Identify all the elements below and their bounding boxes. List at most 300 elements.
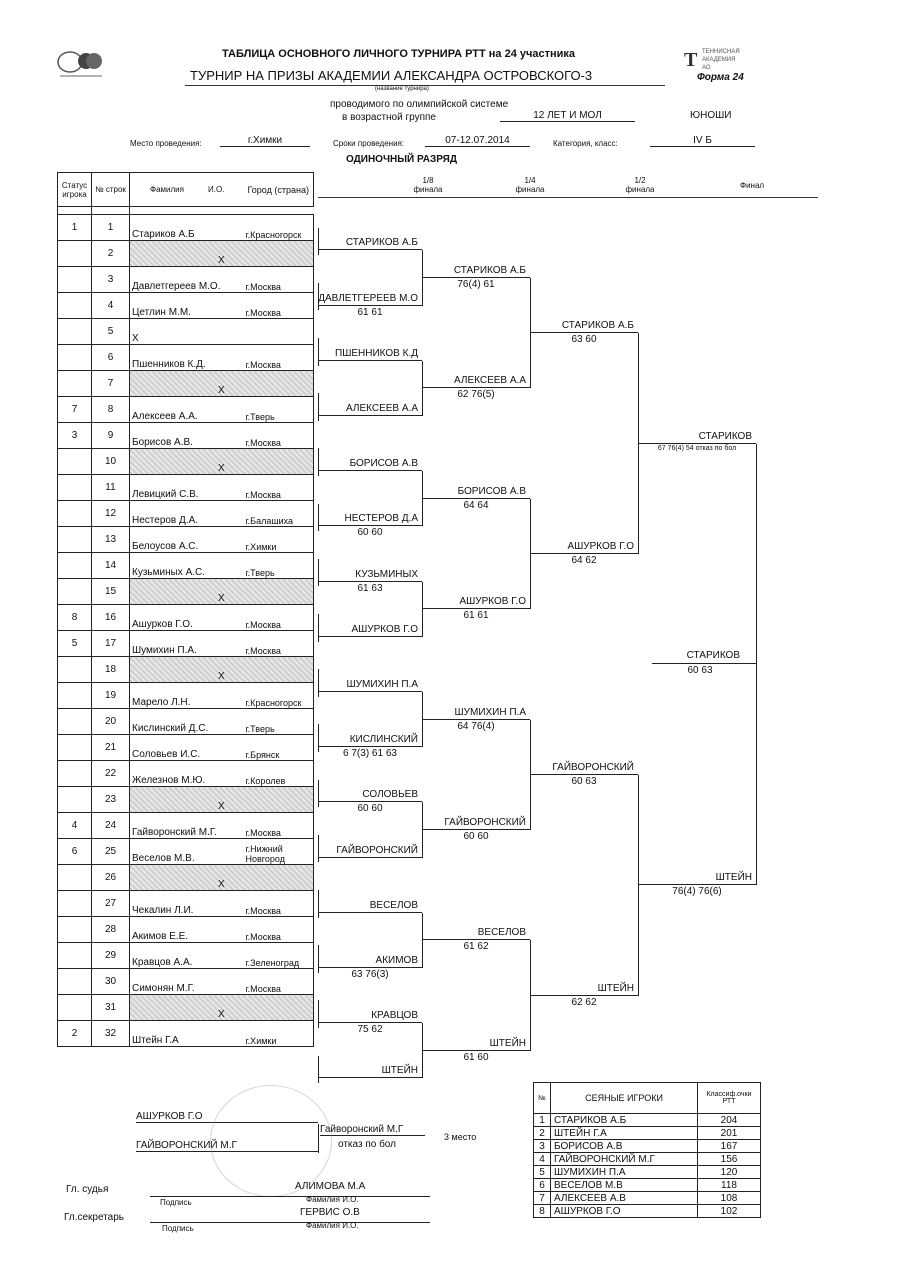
city-header: Город (страна) [244,173,314,207]
player-row-number: 4 [92,293,130,319]
player-city: г.Москва [244,917,314,943]
player-seed [58,241,92,267]
draw-row [58,371,314,397]
player-row-number: 19 [92,683,130,709]
seed-player-name: ГАЙВОРОНСКИЙ М.Г [551,1153,698,1166]
third-place-score: отказ по бол [338,1139,396,1150]
player-name: Алексеев А.А. [130,397,244,423]
player-row-number: 6 [92,345,130,371]
winner-line [422,608,530,609]
draw-row [58,527,314,553]
champion-name: СТАРИКОВ [686,650,740,662]
third-place-player-1: АШУРКОВ Г.О [136,1111,318,1123]
draw-row [58,501,314,527]
winner-line [318,360,422,361]
seed-player-name: БОРИСОВ А.В [551,1140,698,1153]
seed-player-name: АШУРКОВ Г.О [551,1205,698,1218]
match-score: 60 60 [357,527,383,539]
player-city: г.Нижний Новгород [244,839,314,865]
player-seed [58,449,92,475]
bracket-connector [422,692,423,747]
dates: 07-12.07.2014 [425,135,530,147]
player-row-number: 32 [92,1021,130,1047]
seed-player-name: ШУМИХИН П.А [551,1166,698,1179]
player-name [130,579,244,605]
player-city: г.Королев [244,761,314,787]
player-name [130,787,244,813]
match-score: 76(4) 61 [457,279,495,290]
player-row-number: 12 [92,501,130,527]
bracket-connector [638,775,639,996]
seeds-num-header: № [534,1083,551,1114]
draw-row [58,917,314,943]
match-winner: ДАВЛЕТГЕРЕЕВ М.О [318,292,418,304]
player-row-number: 25 [92,839,130,865]
player-seed [58,345,92,371]
seed-player-name: ШТЕЙН Г.А [551,1127,698,1140]
player-row-number: 24 [92,813,130,839]
player-name: Ашурков Г.О. [130,605,244,631]
header-rule [318,197,818,198]
draw-row [58,631,314,657]
winner-line [422,829,530,830]
winner-line [318,636,422,637]
draw-row [58,865,314,891]
player-city: г.Брянск [244,735,314,761]
winner-line [318,801,422,802]
seed-rank-number: 6 [534,1179,551,1192]
bye-mark: Х [218,671,225,682]
player-seed [58,891,92,917]
player-name [130,449,244,475]
winner-line [530,774,638,775]
player-city: г.Химки [244,1021,314,1047]
player-row-number: 26 [92,865,130,891]
draw-row [58,579,314,605]
match-winner: АЛЕКСЕЕВ А.А [454,375,526,387]
player-name [130,865,244,891]
r16-header: 1/8 финала [413,176,443,194]
match-score: 62 76(5) [457,389,495,401]
judge-name: АЛИМОВА М.А [295,1181,366,1192]
match-score: 64 62 [571,555,597,566]
seed-player-name: СТАРИКОВ А.Б [551,1114,698,1127]
match-score: 60 60 [463,831,489,842]
seed-points: 102 [698,1205,761,1218]
bye-mark: Х [218,801,225,812]
player-name: Шумихин П.А. [130,631,244,657]
player-seed: 2 [58,1021,92,1047]
player-city: г.Тверь [244,709,314,735]
secretary-label: Гл.секретарь [64,1212,124,1223]
tournament-name: ТУРНИР НА ПРИЗЫ АКАДЕМИИ АЛЕКСАНДРА ОСТРОВСКОГО-3 [190,68,593,83]
champion-line [652,663,756,664]
player-name: Х [130,319,244,345]
bracket-connector [756,444,757,886]
match-winner: СТАРИКОВ [698,430,752,442]
seed-rank-number: 5 [534,1166,551,1179]
player-row-number: 23 [92,787,130,813]
player-name: Стариков А.Б [130,215,244,241]
match-winner: АШУРКОВ Г.О [459,596,526,608]
r8-header: 1/4 финала [515,176,545,194]
match-winner: СТАРИКОВ А.Б [453,265,526,276]
bracket-connector [530,278,531,388]
draw-header-row [58,173,314,207]
dates-label: Сроки проведения: [333,139,405,148]
draw-row [58,293,314,319]
match-winner: СТАРИКОВ А.Б [345,237,418,249]
winner-line [530,332,638,333]
player-seed [58,943,92,969]
winner-line [318,525,422,526]
place-label: Место проведения: [130,139,202,148]
winner-line [422,498,530,499]
player-city [244,371,314,397]
player-city [244,449,314,475]
player-name: Левицкий С.В. [130,475,244,501]
svg-text:ТЕННИСНАЯ: ТЕННИСНАЯ [702,49,740,55]
row-num-header: № строк [92,173,130,207]
draw-row [58,319,314,345]
player-seed [58,267,92,293]
player-name: Чекалин Л.И. [130,891,244,917]
match-winner: КРАВЦОВ [371,1010,418,1022]
player-seed [58,501,92,527]
player-row-number: 30 [92,969,130,995]
champion-score: 60 63 [687,665,713,677]
draw-gap-row [58,207,314,215]
bye-mark: Х [218,1009,225,1020]
system-label: проводимого по олимпийской системе [330,99,509,110]
secretary-sign-caption: Подпись [162,1224,194,1233]
player-seed [58,527,92,553]
player-city [244,579,314,605]
player-seed [58,683,92,709]
match-score: 60 63 [571,775,597,787]
seed-row [534,1166,761,1179]
winner-line [422,387,530,388]
player-seed [58,865,92,891]
seed-points: 108 [698,1192,761,1205]
draw-row [58,553,314,579]
match-winner: ШУМИХИН П.А [346,679,418,690]
winner-line [318,470,422,471]
match-winner: ГАЙВОРОНСКИЙ [336,844,418,856]
match-winner: КУЗЬМИНЫХ [355,568,418,580]
draw-row [58,657,314,683]
player-row-number: 1 [92,215,130,241]
seed-row [534,1179,761,1192]
player-seed: 7 [58,397,92,423]
seed-points: 204 [698,1114,761,1127]
winner-line [638,443,756,444]
bracket-connector [422,361,423,416]
player-city: г.Тверь [244,553,314,579]
player-name [130,657,244,683]
match-winner: СТАРИКОВ А.Б [561,320,634,332]
bracket-connector [422,582,423,637]
winner-line [530,995,638,996]
age-group: 12 ЛЕТ И МОЛ [500,110,635,122]
player-row-number: 18 [92,657,130,683]
draw-row [58,709,314,735]
player-seed [58,657,92,683]
winner-line [318,305,422,306]
seed-rank-number: 2 [534,1127,551,1140]
match-winner: ГАЙВОРОНСКИЙ [552,761,634,773]
draw-row [58,215,314,241]
match-score: 76(4) 76(6) [672,886,722,898]
player-seed [58,475,92,501]
winner-line [318,249,422,250]
winner-line [318,1077,422,1078]
seed-rank-number: 8 [534,1205,551,1218]
player-row-number: 27 [92,891,130,917]
rtt-logo-icon [56,46,106,80]
player-city [244,787,314,813]
winner-line [318,967,422,968]
player-row-number: 8 [92,397,130,423]
event-title: ОДИНОЧНЫЙ РАЗРЯД [346,154,457,165]
player-name: Веселов М.В. [130,839,244,865]
player-seed [58,553,92,579]
match-winner: АШУРКОВ Г.О [567,541,634,552]
player-seed [58,787,92,813]
player-city: г.Зеленоград [244,943,314,969]
player-name: Кравцов А.А. [130,943,244,969]
match-winner: ШТЕЙН [715,872,752,884]
bye-mark: Х [218,385,225,396]
player-city: г.Москва [244,293,314,319]
match-score: 64 64 [463,499,489,511]
draw-row [58,423,314,449]
winner-line [318,912,422,913]
draw-row [58,1021,314,1047]
semi-header: 1/2 финала [625,176,655,194]
match-score: 63 76(3) [351,969,389,980]
player-name: Нестеров Д.А. [130,501,244,527]
match-score: 61 60 [463,1051,489,1063]
player-row-number: 31 [92,995,130,1021]
player-row-number: 10 [92,449,130,475]
player-city: г.Москва [244,891,314,917]
draw-row [58,241,314,267]
winner-line [638,884,756,885]
player-city [244,241,314,267]
draw-row [58,839,314,865]
player-name: Соловьев И.С. [130,735,244,761]
winner-line [422,719,530,720]
draw-row [58,475,314,501]
match-winner: ШУМИХИН П.А [454,706,526,718]
player-seed [58,735,92,761]
player-city: г.Москва [244,423,314,449]
bye-mark: Х [218,879,225,890]
form-title: ТАБЛИЦА ОСНОВНОГО ЛИЧНОГО ТУРНИРА РТТ на 24 участника [222,48,576,60]
winner-line [422,277,530,278]
match-score: 61 61 [357,306,383,318]
player-name: Марело Л.Н. [130,683,244,709]
player-name [130,371,244,397]
draw-row [58,605,314,631]
player-name: Цетлин М.М. [130,293,244,319]
player-seed: 5 [58,631,92,657]
match-score: 64 76(4) [457,720,495,732]
player-seed: 4 [58,813,92,839]
winner-line [530,553,638,554]
player-city: г.Красногорск [244,215,314,241]
match-winner: ГАЙВОРОНСКИЙ [444,817,526,828]
player-row-number: 16 [92,605,130,631]
draw-row [58,735,314,761]
player-city: г.Москва [244,605,314,631]
draw-row [58,891,314,917]
draw-row [58,969,314,995]
draw-row [58,813,314,839]
winner-line [318,691,422,692]
judge-sign-caption: Подпись [160,1198,192,1207]
tournament-name-caption: (название турнира) [375,86,429,92]
match-score: 63 60 [571,334,597,346]
player-city: г.Москва [244,475,314,501]
match-winner: ШТЕЙН [489,1037,526,1049]
draw-row [58,683,314,709]
player-row-number: 13 [92,527,130,553]
player-city [244,865,314,891]
seed-row [534,1127,761,1140]
match-score: 60 60 [357,803,383,815]
seed-rank-number: 7 [534,1192,551,1205]
player-row-number: 3 [92,267,130,293]
svg-text:АО: АО [702,65,711,71]
age-group-label: в возрастной группе [342,112,436,123]
surname-header: Фамилия И.О. [130,173,244,207]
player-seed [58,293,92,319]
player-name [130,241,244,267]
player-row-number: 21 [92,735,130,761]
seeds-header-row [534,1083,761,1114]
player-row-number: 7 [92,371,130,397]
player-city [244,657,314,683]
seeds-rank-header: Классиф.очки РТТ [698,1083,761,1114]
third-place-winner: Гайворонский М.Г [320,1124,425,1136]
player-city: г.Красногорск [244,683,314,709]
player-city: г.Балашиха [244,501,314,527]
player-name: Симонян М.Г. [130,969,244,995]
match-score: 75 62 [357,1024,383,1036]
match-winner: АЛЕКСЕЕВ А.А [346,403,418,414]
seed-row [534,1140,761,1153]
player-seed [58,709,92,735]
player-city: г.Москва [244,631,314,657]
player-seed [58,319,92,345]
draw-row [58,995,314,1021]
match-winner: АШУРКОВ Г.О [351,623,418,635]
draw-row [58,397,314,423]
seed-player-name: АЛЕКСЕЕВ А.В [551,1192,698,1205]
player-row-number: 22 [92,761,130,787]
player-seed: 3 [58,423,92,449]
player-row-number: 2 [92,241,130,267]
match-winner: СОЛОВЬЕВ [362,789,418,801]
match-winner: ШТЕЙН [381,1065,418,1077]
seed-points: 201 [698,1127,761,1140]
draw-row [58,943,314,969]
player-seed [58,969,92,995]
player-city: г.Москва [244,345,314,371]
match-score: 67 76(4) 54 отказ по бол [657,444,737,452]
seed-rank-number: 4 [534,1153,551,1166]
third-place-player-2: ГАЙВОРОНСКИЙ М.Г [136,1140,318,1152]
player-row-number: 29 [92,943,130,969]
winner-line [318,415,422,416]
player-row-number: 14 [92,553,130,579]
match-score: 61 63 [357,582,383,594]
player-row-number: 28 [92,917,130,943]
match-winner: ПШЕННИКОВ К.Д [335,347,418,359]
match-winner: КИСЛИНСКИЙ [349,734,418,746]
winner-line [318,857,422,858]
draw-row [58,761,314,787]
player-seed: 6 [58,839,92,865]
player-row-number: 5 [92,319,130,345]
draw-table [57,172,314,1047]
draw-row [58,787,314,813]
secretary-name-caption: Фамилия И.О. [306,1221,359,1230]
winner-line [422,939,530,940]
match-score: 61 62 [463,941,489,953]
player-city [244,319,314,345]
seed-points: 156 [698,1153,761,1166]
gender: ЮНОШИ [690,110,732,121]
player-row-number: 11 [92,475,130,501]
player-seed: 1 [58,215,92,241]
player-city: г.Химки [244,527,314,553]
player-name: Кузьминых А.С. [130,553,244,579]
player-name: Белоусов А.С. [130,527,244,553]
status-header: Статус игрока [58,173,92,207]
player-city: г.Москва [244,969,314,995]
seed-row [534,1153,761,1166]
match-winner: НЕСТЕРОВ Д.А [344,513,418,525]
judge-label: Гл. судья [66,1184,109,1195]
seed-row [534,1205,761,1218]
judge-line [150,1196,430,1197]
player-name: Штейн Г.А [130,1021,244,1047]
secretary-name: ГЕРВИС О.В [300,1207,360,1218]
player-name: Кислинский Д.С. [130,709,244,735]
seed-row [534,1192,761,1205]
form-number: Форма 24 [697,72,744,83]
player-seed [58,917,92,943]
player-name: Борисов А.В. [130,423,244,449]
svg-text:T: T [684,49,698,71]
player-row-number: 15 [92,579,130,605]
academy-logo-icon [682,44,752,72]
bracket-connector [422,913,423,968]
match-winner: ВЕСЕЛОВ [369,899,418,911]
seeds-table [533,1082,761,1218]
match-winner: ШТЕЙН [597,982,634,994]
winner-line [318,746,422,747]
judge-name-caption: Фамилия И.О. [306,1195,359,1204]
player-name [130,995,244,1021]
seed-points: 120 [698,1166,761,1179]
match-score: 62 62 [571,996,597,1008]
draw-row [58,267,314,293]
player-city: г.Москва [244,267,314,293]
